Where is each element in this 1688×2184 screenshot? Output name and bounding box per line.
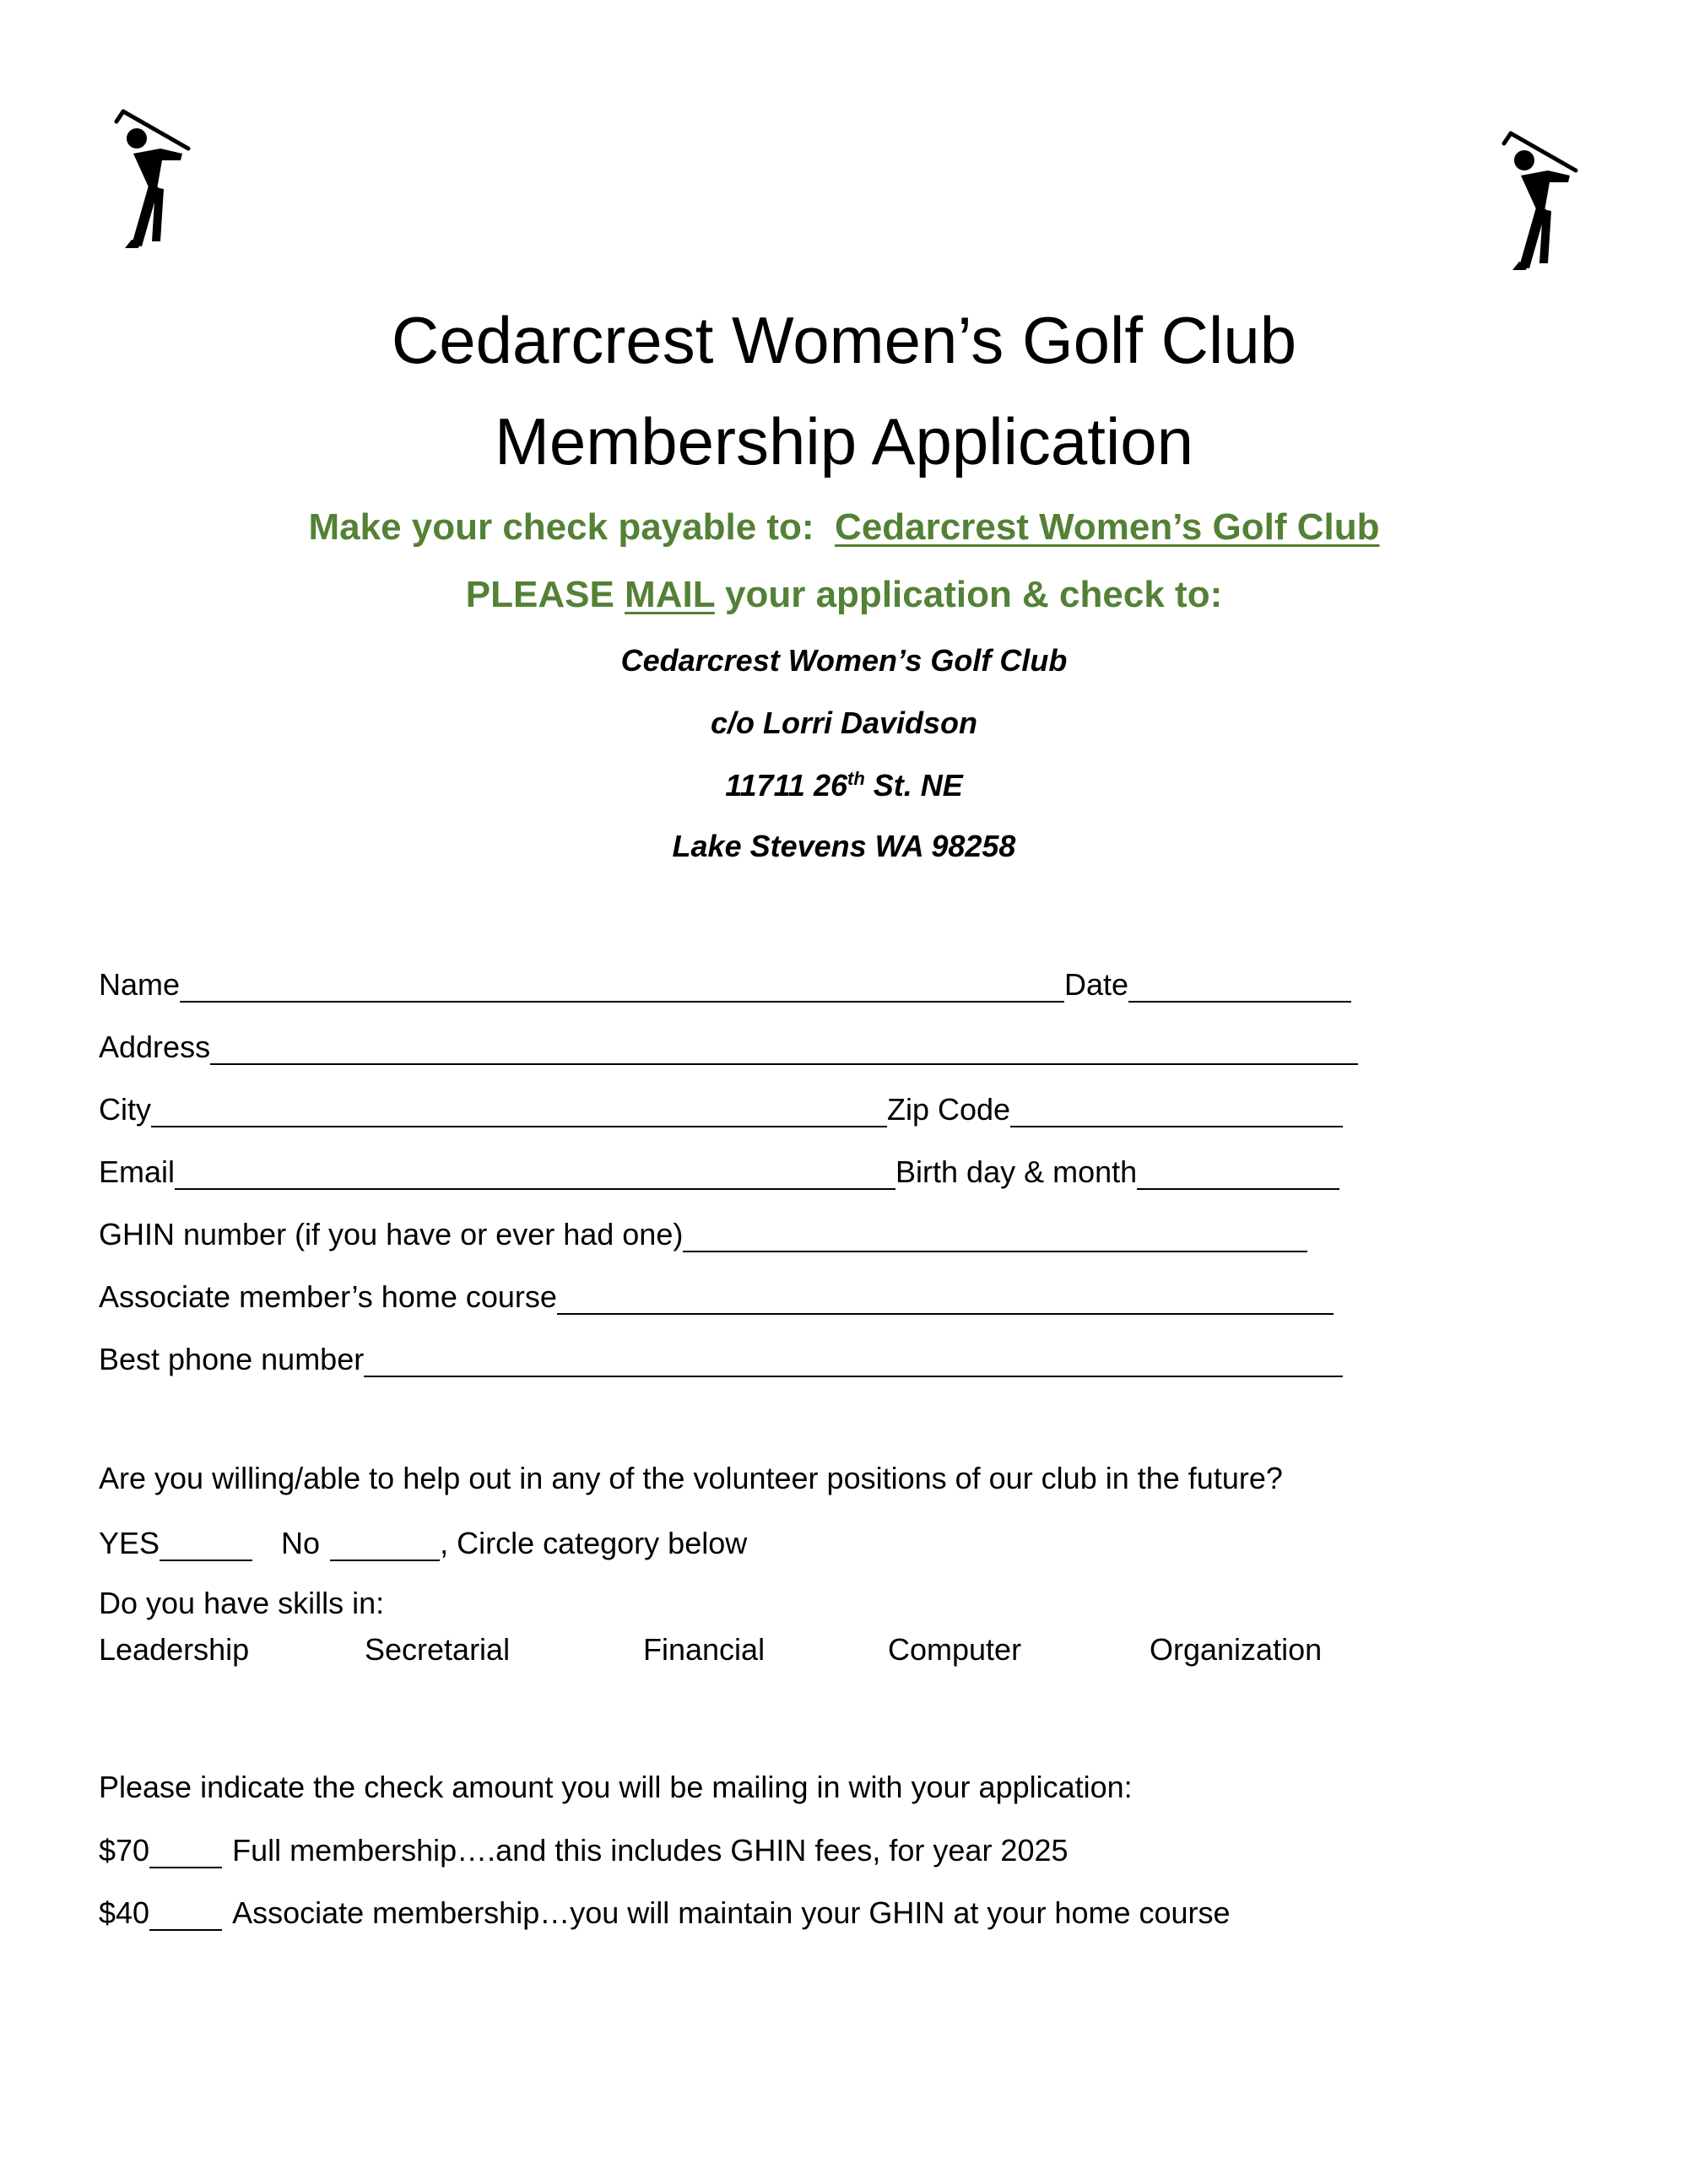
golfer-icon bbox=[1496, 127, 1580, 270]
name-label: Name bbox=[99, 967, 181, 1002]
yes-field[interactable] bbox=[160, 1529, 252, 1561]
address-label: Address bbox=[99, 1030, 211, 1064]
city-label: City bbox=[99, 1092, 151, 1127]
full-membership-desc: Full membership….and this includes GHIN fees, for year 2025 bbox=[232, 1833, 1069, 1868]
payable-name: Cedarcrest Women’s Golf Club bbox=[835, 506, 1380, 548]
phone-row bbox=[99, 1335, 1343, 1377]
ghin-row bbox=[99, 1210, 1307, 1252]
address-line-3 bbox=[0, 768, 1688, 803]
phone-label: Best phone number bbox=[99, 1342, 365, 1376]
ghin-field[interactable] bbox=[683, 1220, 1307, 1252]
mail-prefix: PLEASE bbox=[465, 574, 614, 615]
payable-line bbox=[0, 506, 1688, 549]
mail-word: MAIL bbox=[625, 574, 715, 615]
home-course-field[interactable] bbox=[557, 1283, 1334, 1315]
full-amount-label: $70 bbox=[99, 1833, 150, 1868]
email-label: Email bbox=[99, 1154, 176, 1189]
payable-prefix: Make your check payable to: bbox=[308, 506, 814, 548]
address-street-rest: St. NE bbox=[873, 768, 963, 803]
skills-question: Do you have skills in: bbox=[99, 1586, 385, 1620]
date-field[interactable] bbox=[1128, 970, 1351, 1003]
mail-line bbox=[0, 574, 1688, 616]
zip-label: Zip Code bbox=[887, 1092, 1011, 1127]
zip-field[interactable] bbox=[1010, 1095, 1343, 1127]
application-title: Membership Application bbox=[494, 404, 1194, 478]
city-zip-row bbox=[99, 1085, 1343, 1127]
no-label: No bbox=[281, 1526, 321, 1560]
skill-financial[interactable]: Financial bbox=[643, 1632, 766, 1667]
address-line-4: Lake Stevens WA 98258 bbox=[672, 829, 1016, 863]
home-course-row bbox=[99, 1273, 1334, 1315]
associate-membership-row bbox=[99, 1889, 1231, 1931]
skill-leadership[interactable]: Leadership bbox=[99, 1632, 250, 1667]
assoc-membership-desc: Associate membership…you will maintain your GHIN at your home course bbox=[232, 1895, 1231, 1930]
assoc-amount-label: $40 bbox=[99, 1895, 150, 1930]
full-amount-field[interactable] bbox=[149, 1836, 222, 1868]
city-field[interactable] bbox=[151, 1095, 887, 1127]
birthday-field[interactable] bbox=[1137, 1158, 1339, 1190]
mail-suffix: your application & check to: bbox=[725, 574, 1223, 615]
address-line-2: c/o Lorri Davidson bbox=[710, 705, 978, 740]
home-course-label: Associate member’s home course bbox=[99, 1279, 557, 1314]
birthday-label: Birth day & month bbox=[895, 1154, 1138, 1189]
email-birthday-row bbox=[99, 1148, 1339, 1190]
ghin-label: GHIN number (if you have or ever had one) bbox=[99, 1217, 684, 1251]
skill-computer[interactable]: Computer bbox=[888, 1632, 1022, 1667]
golfer-icon-right bbox=[1496, 127, 1580, 270]
address-field[interactable] bbox=[210, 1033, 1358, 1065]
yes-label: YES bbox=[99, 1526, 160, 1560]
date-label: Date bbox=[1064, 967, 1129, 1002]
circle-instruction: , Circle category below bbox=[440, 1526, 748, 1560]
name-date-row bbox=[99, 960, 1351, 1003]
yes-no-row bbox=[99, 1519, 747, 1561]
phone-field[interactable] bbox=[364, 1345, 1343, 1377]
address-row bbox=[99, 1023, 1358, 1065]
address-street-suffix: th bbox=[847, 768, 865, 789]
full-membership-row bbox=[99, 1826, 1069, 1868]
email-field[interactable] bbox=[175, 1158, 895, 1190]
assoc-amount-field[interactable] bbox=[149, 1899, 222, 1931]
golfer-icon bbox=[108, 105, 192, 248]
golfer-icon-left bbox=[108, 105, 192, 248]
no-field[interactable] bbox=[330, 1529, 440, 1561]
name-field[interactable] bbox=[180, 970, 1064, 1003]
skill-organization[interactable]: Organization bbox=[1150, 1632, 1323, 1667]
address-line-1: Cedarcrest Women’s Golf Club bbox=[620, 643, 1068, 678]
address-street-number: 11711 26 bbox=[725, 768, 847, 803]
payment-prompt: Please indicate the check amount you will be mailing in with your application: bbox=[99, 1770, 1133, 1804]
volunteer-question: Are you willing/able to help out in any of the volunteer positions of our club in the future? bbox=[99, 1461, 1283, 1495]
club-title: Cedarcrest Women’s Golf Club bbox=[391, 303, 1297, 377]
skill-secretarial[interactable]: Secretarial bbox=[365, 1632, 511, 1667]
